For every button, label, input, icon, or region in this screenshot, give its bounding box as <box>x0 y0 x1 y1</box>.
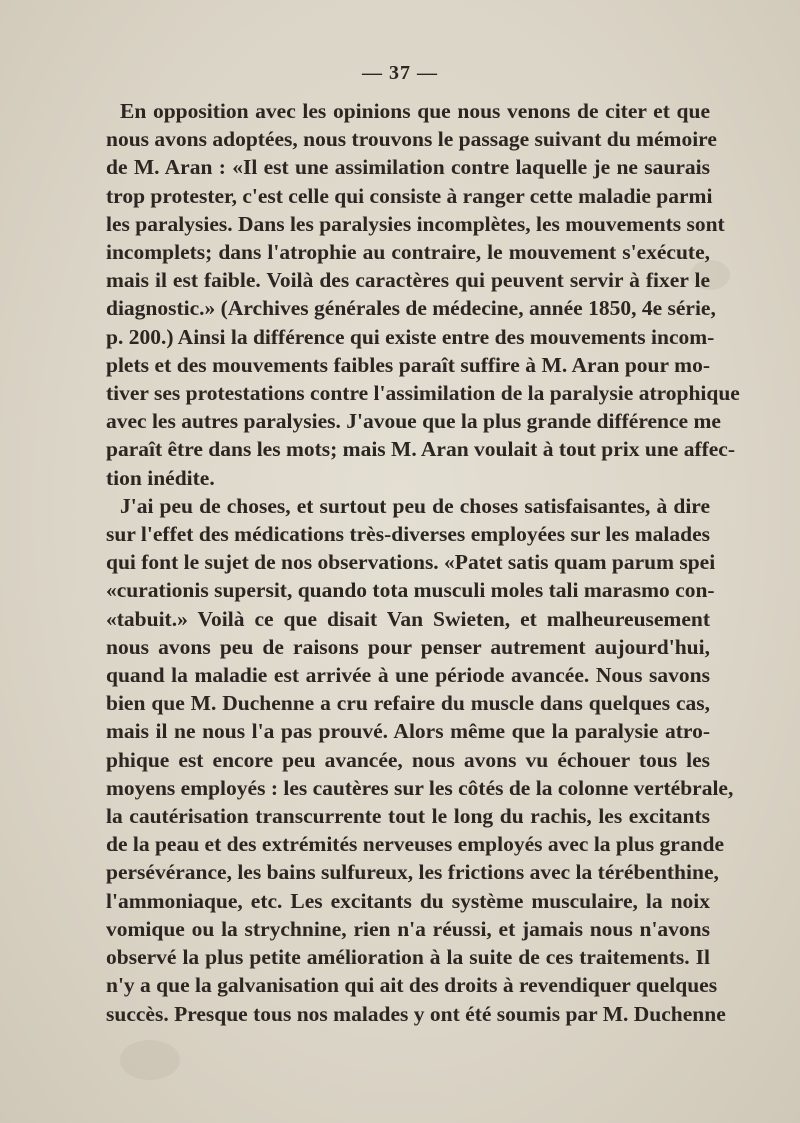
text-line: vomique ou la strychnine, rien n'a réussi, et jamais nous n'avons <box>106 916 710 941</box>
text-line: diagnostic.» (Archives générales de médecine, année 1850, 4e série, <box>106 296 716 321</box>
text-line: sur l'effet des médications très-diverses employées sur les malades <box>106 522 710 547</box>
text-line: persévérance, les bains sulfureux, les frictions avec la térébenthine, <box>106 860 719 885</box>
text-line: nous avons adoptées, nous trouvons le passage suivant du mémoire <box>106 127 717 152</box>
text-line: moyens employés : les cautères sur les côtés de la colonne vertébrale, <box>106 775 734 800</box>
text-line: de la peau et des extrémités nerveuses employés avec la plus grande <box>106 832 725 857</box>
paragraph-1 <box>106 97 740 492</box>
text-line: trop protester, c'est celle qui consiste à ranger cette maladie parmi <box>106 183 713 208</box>
text-line: avec les autres paralysies. J'avoue que la plus grande différence me <box>106 409 721 434</box>
text-line: les paralysies. Dans les paralysies incomplètes, les mouvements sont <box>106 211 725 236</box>
text-line: succès. Presque tous nos malades y ont été soumis par M. Duchenne <box>106 1001 726 1026</box>
text-line: de M. Aran : «Il est une assimilation contre laquelle je ne saurais <box>106 155 710 180</box>
text-line: tion inédite. <box>106 465 215 490</box>
text-line: mais il est faible. Voilà des caractères qui peuvent servir à fixer le <box>106 268 710 293</box>
text-line: nous avons peu de raisons pour penser autrement aujourd'hui, <box>106 634 710 659</box>
text-line: «curationis supersit, quando tota musculi moles tali marasmo con- <box>106 578 715 603</box>
text-line: bien que M. Duchenne a cru refaire du muscle dans quelques cas, <box>106 691 710 716</box>
body-text <box>106 97 740 1028</box>
paragraph-2 <box>106 492 734 1028</box>
text-line: incomplets; dans l'atrophie au contraire, le mouvement s'exécute, <box>106 240 710 265</box>
text-line: mais il ne nous l'a pas prouvé. Alors même que la paralysie atro- <box>106 719 710 744</box>
text-line: tiver ses protestations contre l'assimilation de la paralysie atrophique <box>106 381 740 406</box>
text-line: plets et des mouvements faibles paraît suffire à M. Aran pour mo- <box>106 352 710 377</box>
text-line: paraît être dans les mots; mais M. Aran voulait à tout prix une affec- <box>106 437 736 462</box>
paper-stain <box>120 1040 180 1080</box>
page-number: — 37 — <box>362 62 438 84</box>
text-line: p. 200.) Ainsi la différence qui existe entre des mouvements incom- <box>106 324 715 349</box>
text-line: «tabuit.» Voilà ce que disait Van Swieten, et malheureusement <box>106 606 710 631</box>
text-line: qui font le sujet de nos observations. «Patet satis quam parum spei <box>106 550 716 575</box>
text-line: J'ai peu de choses, et surtout peu de choses satisfaisantes, à dire <box>120 493 710 518</box>
text-line: observé la plus petite amélioration à la suite de ces traitements. Il <box>106 945 710 970</box>
text-line: la cautérisation transcurrente tout le long du rachis, les excitants <box>106 804 710 829</box>
text-line: phique est encore peu avancée, nous avons vu échouer tous les <box>106 747 710 772</box>
text-line: En opposition avec les opinions que nous venons de citer et que <box>120 99 710 123</box>
text-line: l'ammoniaque, etc. Les excitants du système musculaire, la noix <box>106 888 710 913</box>
text-line: n'y a que la galvanisation qui ait des droits à revendiquer quelques <box>106 973 718 998</box>
text-line: quand la maladie est arrivée à une période avancée. Nous savons <box>106 663 710 688</box>
